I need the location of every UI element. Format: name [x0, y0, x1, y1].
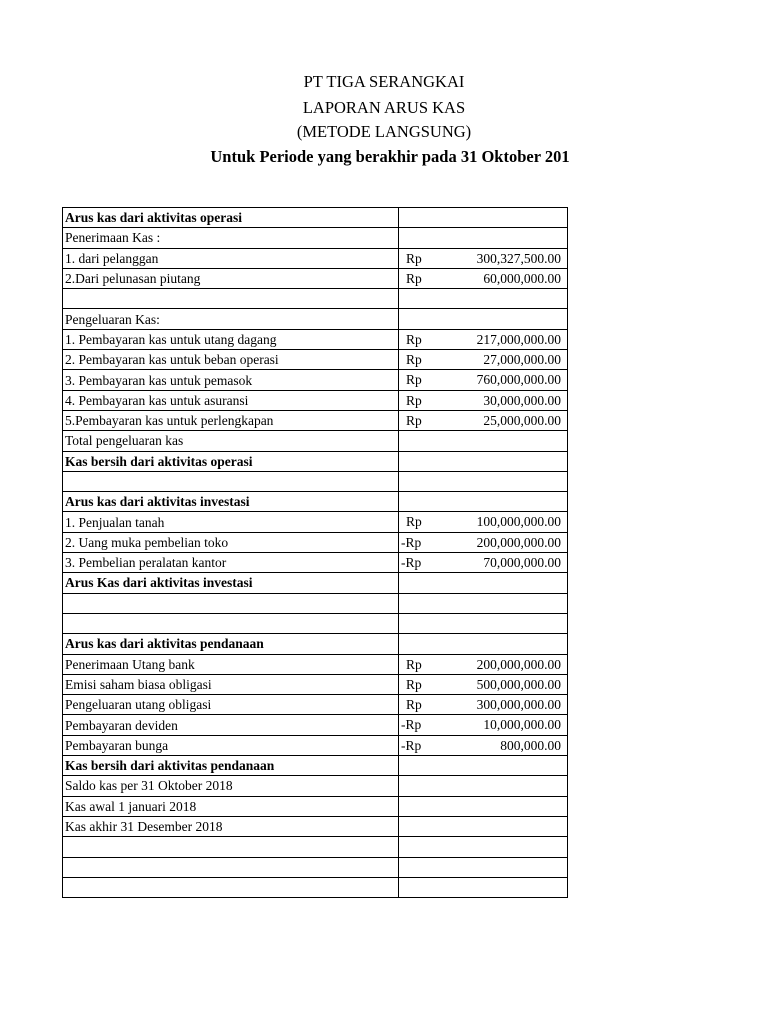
table-row — [63, 816, 568, 836]
table-row — [63, 695, 568, 715]
row-label: Pengeluaran utang obligasi — [63, 695, 399, 715]
currency-label: Rp — [406, 392, 422, 408]
table-row — [63, 796, 568, 816]
row-amount-cell — [399, 593, 568, 613]
row-label: 1. dari pelanggan — [63, 248, 399, 268]
cash-flow-rows — [63, 208, 568, 898]
table-row — [63, 756, 568, 776]
row-amount-cell — [399, 532, 568, 552]
row-label: Arus kas dari aktivitas pendanaan — [63, 634, 399, 654]
row-amount-cell — [399, 451, 568, 471]
amount-value: 800,000.00 — [500, 737, 561, 753]
report-title: LAPORAN ARUS KAS — [302, 98, 466, 117]
amount-value: 100,000,000.00 — [476, 514, 561, 530]
row-amount-cell — [399, 228, 568, 248]
row-label: Emisi saham biasa obligasi — [63, 674, 399, 694]
row-label: Pembayaran deviden — [63, 715, 399, 735]
amount-value: 70,000,000.00 — [483, 555, 561, 571]
row-label — [63, 857, 399, 877]
table-row — [63, 613, 568, 633]
row-amount-cell — [399, 268, 568, 288]
table-row — [63, 715, 568, 735]
row-amount-cell — [399, 613, 568, 633]
table-row — [63, 471, 568, 491]
table-row — [63, 492, 568, 512]
table-row — [63, 512, 568, 532]
cash-flow-table — [62, 207, 568, 898]
row-label — [63, 289, 399, 309]
row-amount-cell — [399, 654, 568, 674]
table-row — [63, 289, 568, 309]
row-label: 1. Penjualan tanah — [63, 512, 399, 532]
amount-value: 60,000,000.00 — [483, 270, 561, 286]
row-label — [63, 877, 399, 897]
row-label: Kas bersih dari aktivitas pendanaan — [63, 756, 399, 776]
row-label: 3. Pembelian peralatan kantor — [63, 553, 399, 573]
company-name: PT TIGA SERANGKAI — [303, 72, 465, 91]
table-row — [63, 350, 568, 370]
row-amount-cell — [399, 390, 568, 410]
table-row — [63, 877, 568, 897]
row-label: Saldo kas per 31 Oktober 2018 — [63, 776, 399, 796]
currency-label: Rp — [406, 676, 422, 692]
row-amount-cell — [399, 857, 568, 877]
row-amount-cell — [399, 248, 568, 268]
row-label: 4. Pembayaran kas untuk asuransi — [63, 390, 399, 410]
table-row — [63, 390, 568, 410]
row-amount-cell — [399, 410, 568, 430]
report-method: (METODE LANGSUNG) — [296, 122, 472, 141]
row-amount-cell — [399, 634, 568, 654]
amount-value: 200,000,000.00 — [476, 534, 561, 550]
table-row — [63, 674, 568, 694]
currency-label: Rp — [406, 656, 422, 672]
table-row — [63, 451, 568, 471]
currency-label: Rp — [406, 514, 422, 530]
table-row — [63, 410, 568, 430]
row-label: Penerimaan Utang bank — [63, 654, 399, 674]
currency-label: -Rp — [401, 717, 422, 733]
table-row — [63, 634, 568, 654]
currency-label: -Rp — [401, 737, 422, 753]
row-label — [63, 613, 399, 633]
currency-label: -Rp — [401, 534, 422, 550]
row-amount-cell — [399, 695, 568, 715]
amount-value: 27,000,000.00 — [483, 352, 561, 368]
row-label: Kas awal 1 januari 2018 — [63, 796, 399, 816]
table-row — [63, 370, 568, 390]
row-label: Arus kas dari aktivitas investasi — [63, 492, 399, 512]
row-amount-cell — [399, 573, 568, 593]
row-label: 1. Pembayaran kas untuk utang dagang — [63, 329, 399, 349]
table-row — [63, 837, 568, 857]
amount-value: 300,000,000.00 — [476, 697, 561, 713]
table-row — [63, 573, 568, 593]
row-amount-cell — [399, 715, 568, 735]
table-row — [63, 268, 568, 288]
row-label: Arus Kas dari aktivitas investasi — [63, 573, 399, 593]
currency-label: Rp — [406, 331, 422, 347]
table-row — [63, 857, 568, 877]
row-amount-cell — [399, 350, 568, 370]
currency-label: Rp — [406, 250, 422, 266]
amount-value: 300,327,500.00 — [476, 250, 561, 266]
report-period: Untuk Periode yang berakhir pada 31 Oktober 201 — [210, 147, 570, 166]
amount-value: 30,000,000.00 — [483, 392, 561, 408]
amount-value: 760,000,000.00 — [476, 372, 561, 388]
table-row — [63, 532, 568, 552]
table-row — [63, 654, 568, 674]
table-row — [63, 735, 568, 755]
table-row — [63, 431, 568, 451]
table-row — [63, 248, 568, 268]
row-label — [63, 593, 399, 613]
row-amount-cell — [399, 553, 568, 573]
row-label: Pengeluaran Kas: — [63, 309, 399, 329]
amount-value: 217,000,000.00 — [476, 331, 561, 347]
row-amount-cell — [399, 208, 568, 228]
currency-label: Rp — [406, 697, 422, 713]
amount-value: 200,000,000.00 — [476, 656, 561, 672]
row-amount-cell — [399, 816, 568, 836]
row-label: Arus kas dari aktivitas operasi — [63, 208, 399, 228]
row-label: Kas bersih dari aktivitas operasi — [63, 451, 399, 471]
table-row — [63, 309, 568, 329]
currency-label: Rp — [406, 372, 422, 388]
row-label — [63, 837, 399, 857]
row-amount-cell — [399, 471, 568, 491]
row-amount-cell — [399, 756, 568, 776]
row-amount-cell — [399, 735, 568, 755]
amount-value: 500,000,000.00 — [476, 676, 561, 692]
row-label: Total pengeluaran kas — [63, 431, 399, 451]
row-amount-cell — [399, 877, 568, 897]
row-label: Pembayaran bunga — [63, 735, 399, 755]
row-amount-cell — [399, 796, 568, 816]
row-amount-cell — [399, 370, 568, 390]
row-label: 2.Dari pelunasan piutang — [63, 268, 399, 288]
row-amount-cell — [399, 492, 568, 512]
row-amount-cell — [399, 309, 568, 329]
row-amount-cell — [399, 431, 568, 451]
row-amount-cell — [399, 329, 568, 349]
row-amount-cell — [399, 837, 568, 857]
row-label: 2. Uang muka pembelian toko — [63, 532, 399, 552]
amount-value: 10,000,000.00 — [483, 717, 561, 733]
row-amount-cell — [399, 776, 568, 796]
row-label — [63, 471, 399, 491]
currency-label: Rp — [406, 270, 422, 286]
row-amount-cell — [399, 512, 568, 532]
row-label: 3. Pembayaran kas untuk pemasok — [63, 370, 399, 390]
table-row — [63, 776, 568, 796]
row-label: 2. Pembayaran kas untuk beban operasi — [63, 350, 399, 370]
table-row — [63, 329, 568, 349]
row-amount-cell — [399, 289, 568, 309]
table-row — [63, 228, 568, 248]
table-row — [63, 553, 568, 573]
row-label: Penerimaan Kas : — [63, 228, 399, 248]
currency-label: Rp — [406, 412, 422, 428]
table-row — [63, 208, 568, 228]
currency-label: Rp — [406, 352, 422, 368]
row-label: Kas akhir 31 Desember 2018 — [63, 816, 399, 836]
currency-label: -Rp — [401, 555, 422, 571]
table-row — [63, 593, 568, 613]
row-amount-cell — [399, 674, 568, 694]
amount-value: 25,000,000.00 — [483, 412, 561, 428]
row-label: 5.Pembayaran kas untuk perlengkapan — [63, 410, 399, 430]
